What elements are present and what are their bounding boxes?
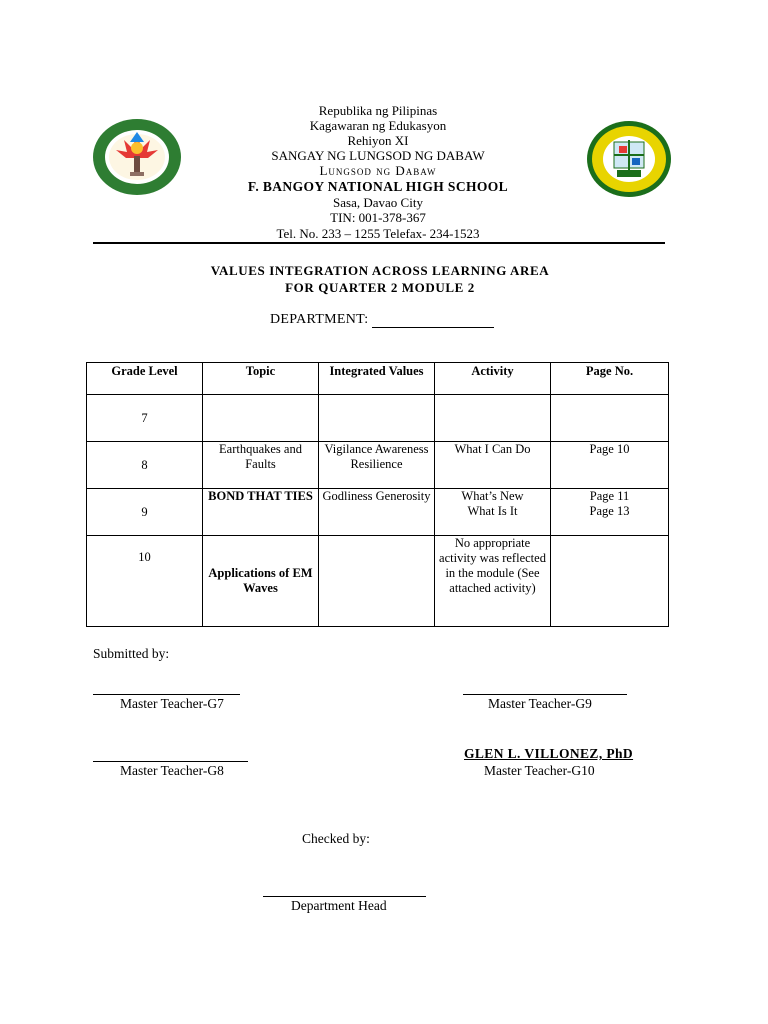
cell-topic: Applications of EM Waves (203, 536, 319, 627)
header-school-name: F. BANGOY NATIONAL HIGH SCHOOL (247, 179, 509, 194)
signature-line-g9 (463, 694, 627, 695)
cell-topic: BOND THAT TIES (203, 489, 319, 536)
cell-grade: 9 (87, 489, 203, 536)
cell-page (551, 395, 669, 442)
cell-grade: 8 (87, 442, 203, 489)
master-teacher-g8-label: Master Teacher-G8 (120, 763, 224, 778)
cell-page (551, 536, 669, 627)
cell-grade: 7 (87, 395, 203, 442)
school-seal-logo (586, 120, 672, 198)
table-row (87, 395, 669, 442)
header-republic: Republika ng Pilipinas (318, 103, 438, 118)
department-blank-line (372, 314, 494, 328)
col-header-values: Integrated Values (319, 363, 435, 395)
master-teacher-g9-label: Master Teacher-G9 (488, 696, 592, 711)
table-row (87, 442, 669, 489)
page-line: Page 11 (589, 489, 630, 503)
cell-values: Vigilance Awareness Resilience (319, 442, 435, 489)
department-head-label: Department Head (291, 898, 387, 913)
cell-activity (435, 489, 551, 536)
header-rule (93, 242, 665, 244)
department-field (270, 312, 494, 328)
table-header-row (87, 363, 669, 395)
cell-activity: No appropriate activity was reflected in the module (See attached activity) (435, 536, 551, 627)
cell-values: Godliness Generosity (319, 489, 435, 536)
activity-line: What’s New (461, 489, 524, 503)
table-row (87, 489, 669, 536)
cell-activity: What I Can Do (435, 442, 551, 489)
doc-title-line1: VALUES INTEGRATION ACROSS LEARNING AREA (210, 263, 550, 278)
header-tel: Tel. No. 233 – 1255 Telefax- 234-1523 (276, 226, 480, 241)
signature-line-g7 (93, 694, 240, 695)
cell-topic: Earthquakes and Faults (203, 442, 319, 489)
table-row (87, 536, 669, 627)
department-label: DEPARTMENT: (270, 312, 369, 327)
cell-values (319, 536, 435, 627)
checked-by-label: Checked by: (302, 831, 370, 846)
col-header-activity: Activity (435, 363, 551, 395)
values-integration-table (86, 362, 669, 627)
header-region: Rehiyon XI (347, 133, 409, 148)
col-header-topic: Topic (203, 363, 319, 395)
signature-line-dept-head (263, 896, 426, 897)
header-department: Kagawaran ng Edukasyon (309, 118, 447, 133)
col-header-grade: Grade Level (87, 363, 203, 395)
signature-line-g8 (93, 761, 248, 762)
header-city: Lungsod ng Dabaw (319, 163, 437, 178)
cell-topic (203, 395, 319, 442)
header-division: SANGAY NG LUNGSOD NG DABAW (271, 148, 485, 163)
master-teacher-g10-label: Master Teacher-G10 (484, 763, 595, 778)
cell-values (319, 395, 435, 442)
master-teacher-g7-label: Master Teacher-G7 (120, 696, 224, 711)
activity-line: What Is It (467, 504, 518, 518)
header-address: Sasa, Davao City (333, 195, 423, 210)
page-line: Page 13 (589, 504, 630, 518)
cell-activity (435, 395, 551, 442)
cell-grade: 10 (87, 536, 203, 627)
g10-signatory-name: GLEN L. VILLONEZ, PhD (464, 746, 634, 761)
submitted-by-label: Submitted by: (93, 646, 170, 661)
header-tin: TIN: 001-378-367 (330, 210, 426, 225)
doc-title-line2: FOR QUARTER 2 MODULE 2 (285, 280, 475, 295)
cell-page: Page 10 (551, 442, 669, 489)
davao-city-division-logo (92, 118, 182, 196)
col-header-page: Page No. (551, 363, 669, 395)
cell-page (551, 489, 669, 536)
